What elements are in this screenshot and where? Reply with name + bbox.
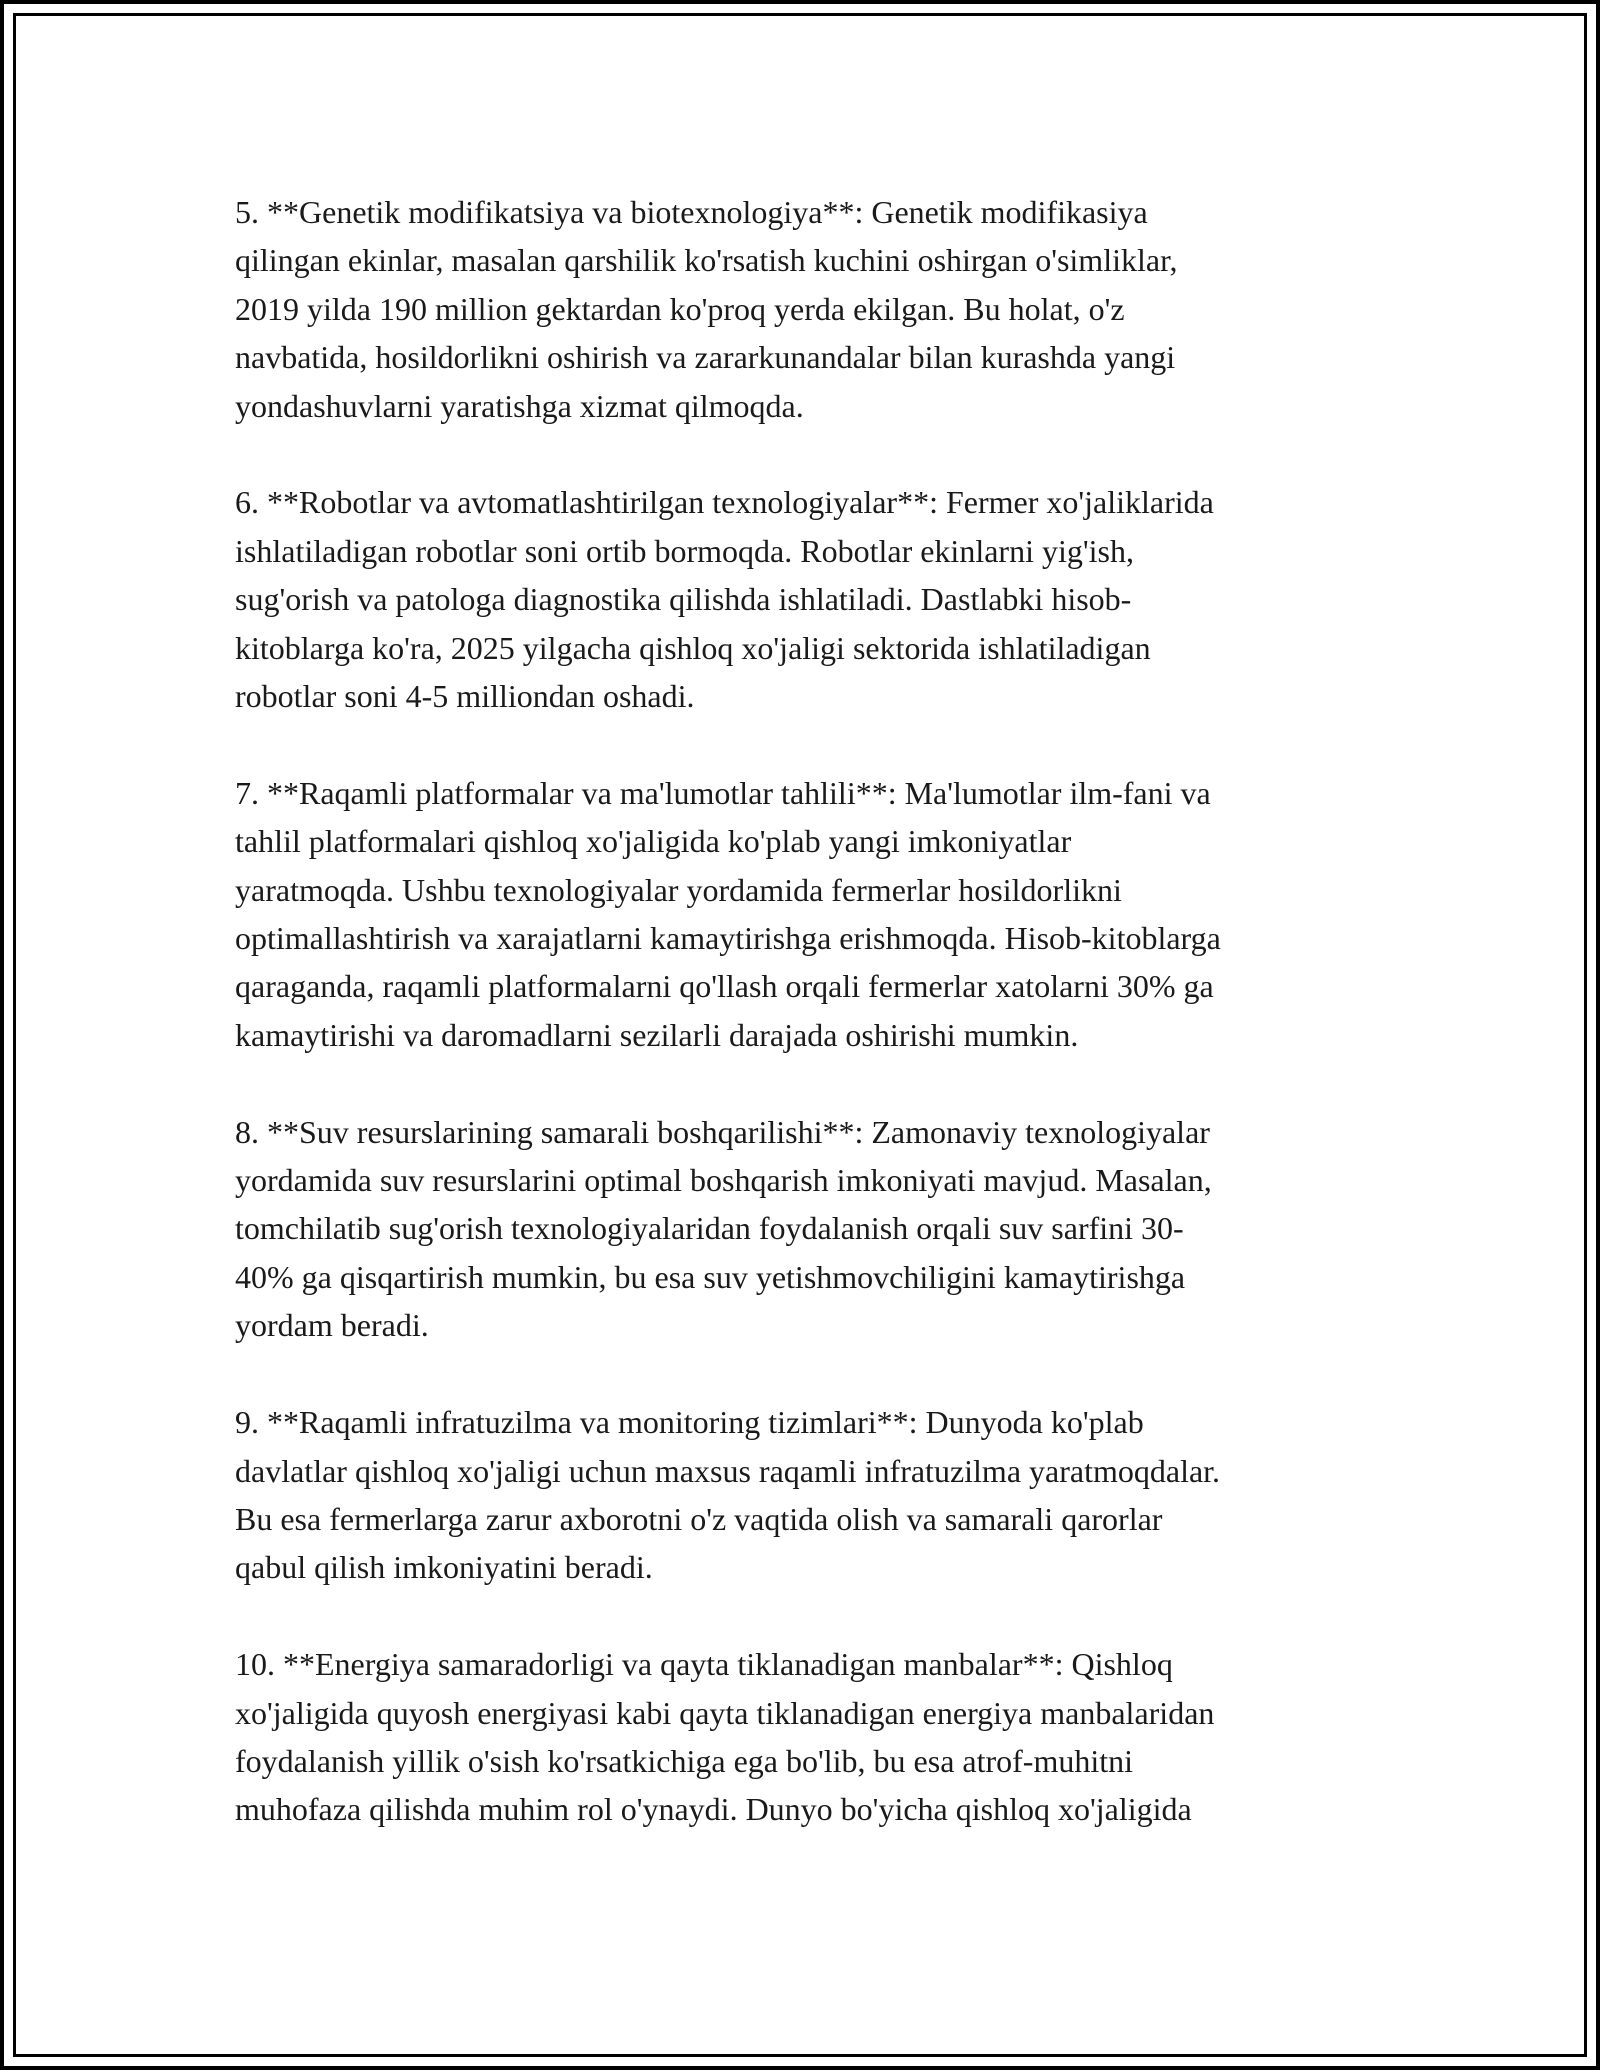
document-body — [235, 188, 1380, 1882]
paragraph-item-5: 5. **Genetik modifikatsiya va biotexnologiya**: Genetik modifikasiya qilingan ekinlar, masalan qarshilik ko'rsatish kuchini oshirgan o'simliklar, 2019 yilda 190 million gektardan ko'proq yerda ekilgan. Bu holat, o'z navbatida, hosildorlikni oshirish va zararkunandalar bilan kurashda yangi yondashuvlarni yaratishga xizmat qilmoqda. — [235, 194, 1178, 424]
paragraph-item-7: 7. **Raqamli platformalar va ma'lumotlar tahlili**: Ma'lumotlar ilm-fani va tahlil platformalari qishloq xo'jaligida ko'plab yangi imkoniyatlar yaratmoqda. Ushbu texnologiyalar yordamida fermerlar hosildorlikni optimallashtirish va xarajatlarni kamaytirishga erishmoqda. Hisob-kitoblarga qaraganda, raqamli platformalarni qo'llash orqali fermerlar xatolarni 30% ga kamaytirishi va daromadlarni sezilarli darajada oshirishi mumkin. — [235, 774, 1221, 1053]
paragraph-item-6: 6. **Robotlar va avtomatlashtirilgan texnologiyalar**: Fermer xo'jaliklarida ishlatiladigan robotlar soni ortib bormoqda. Robotlar ekinlarni yig'ish, sug'orish va patologa diagnostika qilishda ishlatiladi. Dastlabki hisob- kitoblarga ko'ra, 2025 yilgacha qishloq xo'jaligi sektorida ishlatiladigan robotlar soni 4-5 milliondan oshadi. — [235, 484, 1214, 715]
paragraph-item-10: 10. **Energiya samaradorligi va qayta tiklanadigan manbalar**: Qishloq xo'jaligida quyosh energiyasi kabi qayta tiklanadigan energiya manbalaridan foydalanish yillik o'sish ko'rsatkichiga ega bo'lib, bu esa atrof-muhitni muhofaza qilishda muhim rol o'ynaydi. Dunyo bo'yicha qishloq xo'jaligida — [235, 1646, 1215, 1828]
paragraph-item-9: 9. **Raqamli infratuzilma va monitoring tizimlari**: Dunyoda ko'plab davlatlar qishloq xo'jaligi uchun maxsus raqamli infratuzilma yaratmoqdalar. Bu esa fermerlarga zarur axborotni o'z vaqtida olish va samarali qarorlar qabul qilish imkoniyatini beradi. — [235, 1404, 1221, 1586]
paragraph-item-8: 8. **Suv resurslarining samarali boshqarilishi**: Zamonaviy texnologiyalar yordamida suv resurslarini optimal boshqarish imkoniyati mavjud. Masalan, tomchilatib sug'orish texnologiyalaridan foydalanish orqali suv sarfini 30- 40% ga qisqartirish mumkin, bu esa suv yetishmovchiligini kamaytirishga yordam beradi. — [235, 1113, 1212, 1344]
